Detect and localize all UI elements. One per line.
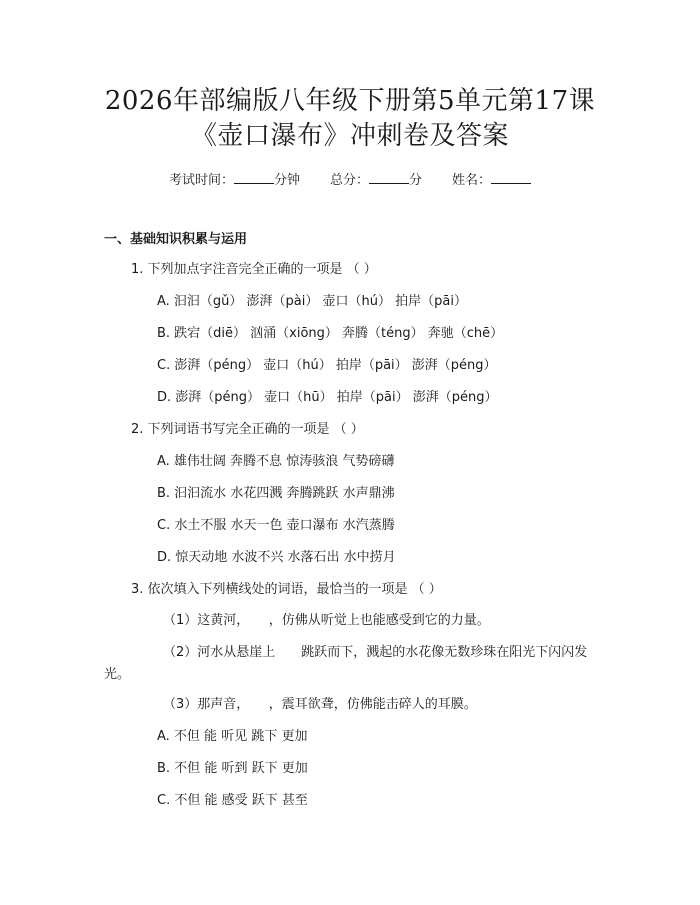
page-title-line1: 2026年部编版八年级下册第5单元第17课	[104, 86, 596, 116]
question-3-stem: 3. 依次填入下列横线处的词语，最恰当的一项是 （ ）	[131, 582, 442, 597]
question-1-option-b: B. 跌宕（diē） 汹涌（xiōng） 奔腾（téng） 奔驰（chē）	[157, 326, 504, 341]
question-2-option-c: C. 水土不服 水天一色 壶口瀑布 水汽蒸腾	[157, 518, 395, 533]
time-unit: 分钟	[273, 173, 300, 188]
name-label: 姓名：	[452, 173, 492, 188]
score-label: 总分：	[329, 173, 369, 188]
question-1-option-d: D. 澎湃（péng） 壶口（hū） 拍岸（pāi） 澎湃（péng）	[157, 390, 498, 405]
question-3-sentence-1: （1）这黄河， ，仿佛从听觉上也能感受到它的力量。	[163, 613, 490, 628]
question-3-sentence-2-wrap: 光。	[104, 667, 131, 682]
name-blank	[491, 170, 531, 184]
question-3-sentence-2: （2）河水从悬崖上 跳跃而下，溅起的水花像无数珍珠在阳光下闪闪发	[163, 645, 588, 660]
question-1-option-a: A. 汩汩（gǔ） 澎湃（pài） 壶口（hú） 拍岸（pāi）	[157, 294, 467, 309]
time-label: 考试时间：	[168, 173, 234, 188]
score-blank	[369, 170, 409, 184]
question-3-option-c: C. 不但 能 感受 跃下 甚至	[157, 793, 308, 808]
question-3-option-a: A. 不但 能 听见 跳下 更加	[157, 729, 308, 744]
section-heading: 一、基础知识积累与运用	[104, 232, 248, 247]
question-2-stem: 2. 下列词语书写完全正确的一项是 （ ）	[131, 422, 364, 437]
question-3-sentence-3: （3）那声音， ，震耳欲聋，仿佛能击碎人的耳膜。	[163, 697, 477, 712]
question-3-option-b: B. 不但 能 听到 跃下 更加	[157, 761, 308, 776]
question-1-stem: 1. 下列加点字注音完全正确的一项是 （ ）	[131, 262, 377, 277]
question-2-option-d: D. 惊天动地 水波不兴 水落石出 水中捞月	[157, 550, 396, 565]
question-2-option-b: B. 汩汩流水 水花四溅 奔腾跳跃 水声鼎沸	[157, 486, 395, 501]
page-title-line2: 《壶口瀑布》冲刺卷及答案	[190, 121, 509, 151]
question-1-option-c: C. 澎湃（péng） 壶口（hú） 拍岸（pāi） 澎湃（péng）	[157, 358, 497, 373]
question-2-option-a: A. 雄伟壮阔 奔腾不息 惊涛骇浪 气势磅礴	[157, 454, 395, 469]
exam-info	[0, 170, 700, 190]
time-blank	[234, 170, 274, 184]
score-unit: 分	[409, 173, 423, 188]
